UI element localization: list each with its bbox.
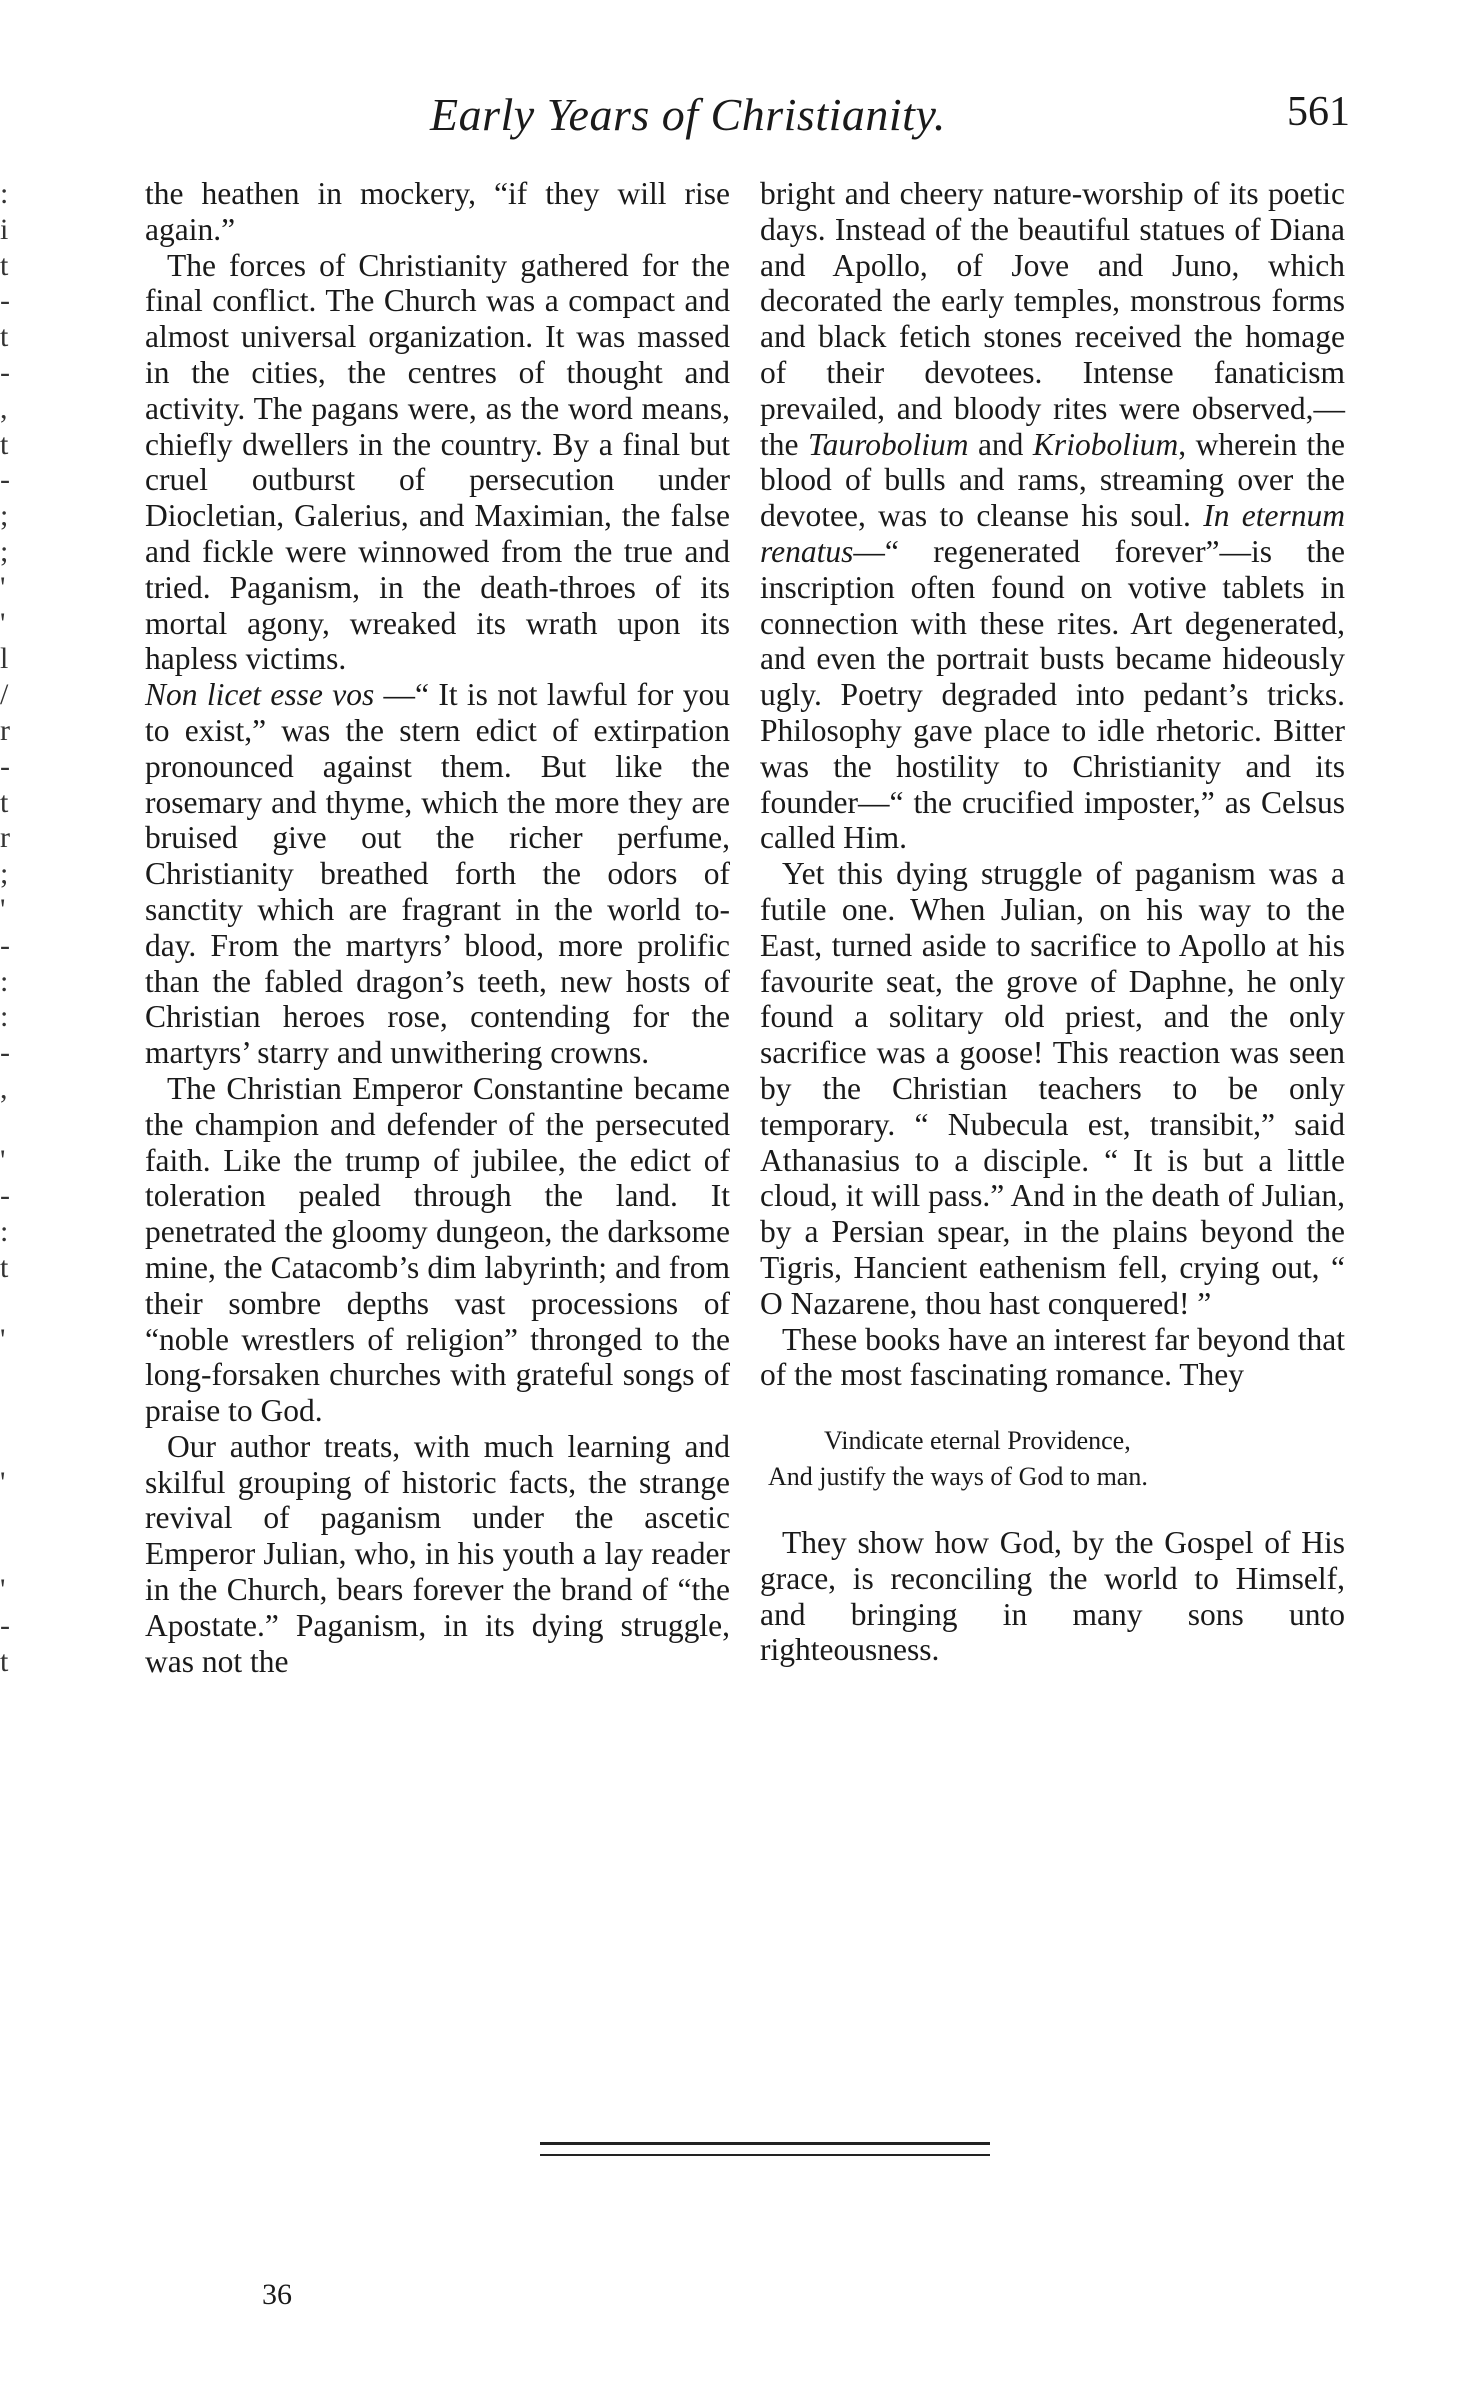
margin-mark xyxy=(0,1286,60,1322)
margin-mark: ; xyxy=(0,499,9,533)
margin-mark: ' xyxy=(0,1573,6,1607)
margin-mark: l xyxy=(0,642,9,676)
margin-mark: ' xyxy=(0,1143,6,1177)
left-column xyxy=(145,176,730,1679)
paragraph xyxy=(145,677,730,1071)
right-column xyxy=(760,176,1345,1668)
margin-mark: : xyxy=(0,177,9,210)
margin-mark: - xyxy=(0,1179,10,1213)
paragraph-text: —“ regenerated forever”—is the inscription often found on votive tablets in connection with these rites. Art degenerated, and even the portrait busts became hideously ugly. Poetry degraded into pedant’s tricks. Philosophy gave place to idle rhetoric. Bitter was the hostility to Christianity and its founder—“ the crucified imposter,” as Celsus called Him. xyxy=(760,533,1345,856)
paragraph: the heathen in mockery, “if they will rise again.” xyxy=(145,176,730,247)
latin-term: Kriobolium xyxy=(1032,426,1179,462)
margin-mark: - xyxy=(0,1608,10,1642)
paragraph xyxy=(760,176,1345,856)
margin-mark: t xyxy=(0,248,9,282)
margin-mark: ' xyxy=(0,1465,6,1499)
latin-phrase: Non licet esse vos xyxy=(145,677,375,713)
verse-line: And justify the ways of God to man. xyxy=(768,1462,1148,1492)
margin-mark xyxy=(0,1429,60,1465)
margin-mark: ' xyxy=(0,892,6,926)
margin-mark: i xyxy=(0,212,9,246)
paragraph-text: bright and cheery nature-worship of its poetic days. Instead of the beautiful statues of Diana and Apollo, of Jove and Juno, which decorated the early temples, monstrous forms and black fetich stones received the homage of their devotees. Intense fanaticism prevailed, and bloody rites were observed,—the xyxy=(760,176,1345,462)
margin-mark xyxy=(0,1536,60,1572)
margin-mark: ' xyxy=(0,570,6,604)
margin-mark: - xyxy=(0,463,10,497)
divider-rule xyxy=(540,2154,990,2156)
margin-mark: : xyxy=(0,964,9,998)
latin-term: Taurobolium xyxy=(807,426,969,462)
margin-mark: - xyxy=(0,284,10,318)
margin-mark: t xyxy=(0,1250,9,1284)
margin-mark: t xyxy=(0,1644,9,1678)
margin-mark: ; xyxy=(0,857,9,891)
margin-mark: t xyxy=(0,785,9,819)
paragraph: Our author treats, with much learning and skilful grouping of historic facts, the strange revival of paganism under the ascetic Emperor Julian, who, in his youth a lay reader in the Church, bears forever the brand of “the Apostate.” Paganism, in its dying struggle, was not the xyxy=(145,1428,730,1679)
latin-phrase: In eternum renatus xyxy=(760,498,1346,569)
margin-mark: , xyxy=(0,391,8,425)
margin-mark: t xyxy=(0,427,9,461)
paragraph: They show how God, by the Gospel of His grace, is reconciling the world to Himself, and bringing in many sons unto righteousness. xyxy=(760,1525,1345,1668)
margin-mark: t xyxy=(0,320,9,354)
page-number: 561 xyxy=(1287,89,1350,135)
margin-mark: ' xyxy=(0,1322,6,1356)
paragraph: The forces of Christianity gathered for the final conflict. The Church was a compact and almost universal organization. It was massed in the cities, the centres of thought and activity. The pagans were, as the word means, chiefly dwellers in the country. By a final but cruel outburst of persecution under Diocletian, Galerius, and Maximian, the false and fickle were winnowed from the true and tried. Paganism, in the death-throes of its mortal agony, wreaked its wrath upon its hapless victims. xyxy=(145,247,730,677)
margin-mark: r xyxy=(0,713,10,747)
section-divider xyxy=(540,2142,990,2165)
verse-quote xyxy=(760,1423,1345,1495)
margin-mark xyxy=(0,1393,60,1429)
paragraph-text: and xyxy=(968,426,1033,462)
latin-separator: —“ xyxy=(374,677,439,713)
signature-mark: 36 xyxy=(262,2278,292,2311)
paragraph: Yet this dying struggle of paganism was a futile one. When Julian, on his way to the East, turned aside to sacrifice to Apollo at his favourite seat, the grove of Daphne, he only found a solitary old priest, and the only sacrifice was a goose! This reaction was seen by the Christian teachers to be only temporary. “ Nubecula est, transibit,” said Athanasius to a disciple. “ It is but a little cloud, it will pass.” And in the death of Julian, by a Persian spear, in the plains beyond the Tigris, Hancient eathenism fell, crying out, “ O Nazarene, thou hast conquered! ” xyxy=(760,856,1345,1321)
paragraph: These books have an interest far beyond that of the most fascinating romance. They xyxy=(760,1321,1345,1393)
margin-mark: - xyxy=(0,749,10,783)
page-header xyxy=(430,88,1350,148)
margin-mark: : xyxy=(0,1215,9,1249)
paragraph-text: It is not lawful for you to exist,” was the stern edict of extirpation pronounced against them. But like the rosemary and thyme, which the more they are bruised give out the richer perfume, Christianity breathed forth the odors of sanctity which are fragrant in the world to-day. From the martyrs’ blood, more prolific than the fabled dragon’s teeth, new hosts of Christian heroes rose, contending for the martyrs’ starry and unwithering crowns. xyxy=(145,677,730,1071)
verse-line: Vindicate eternal Providence, xyxy=(824,1426,1131,1456)
margin-mark: - xyxy=(0,1036,10,1070)
margin-mark xyxy=(0,1107,60,1143)
paragraph-text: , wherein the blood of bulls and rams, streaming over the devotee, was to cleanse his soul. xyxy=(760,426,1346,534)
binding-margin-marks xyxy=(0,176,60,1679)
margin-mark: , xyxy=(0,1071,8,1105)
margin-mark: r xyxy=(0,821,10,855)
margin-mark: : xyxy=(0,1000,9,1034)
margin-mark xyxy=(0,1500,60,1536)
margin-mark: ' xyxy=(0,606,6,640)
paragraph: The Christian Emperor Constantine became the champion and defender of the persecuted faith. Like the trump of jubilee, the edict of toleration pealed through the land. It penetrated the gloomy dungeon, the darksome mine, the Catacomb’s dim labyrinth; and from their sombre depths vast processions of “noble wrestlers of religion” thronged to the long-forsaken churches with grateful songs of praise to God. xyxy=(145,1070,730,1429)
margin-mark: / xyxy=(0,678,9,712)
divider-rule xyxy=(540,2142,990,2145)
margin-mark xyxy=(0,1357,60,1393)
margin-mark: - xyxy=(0,355,10,389)
margin-mark: ; xyxy=(0,534,9,568)
margin-mark: - xyxy=(0,928,10,962)
running-title: Early Years of Christianity. xyxy=(430,89,946,140)
